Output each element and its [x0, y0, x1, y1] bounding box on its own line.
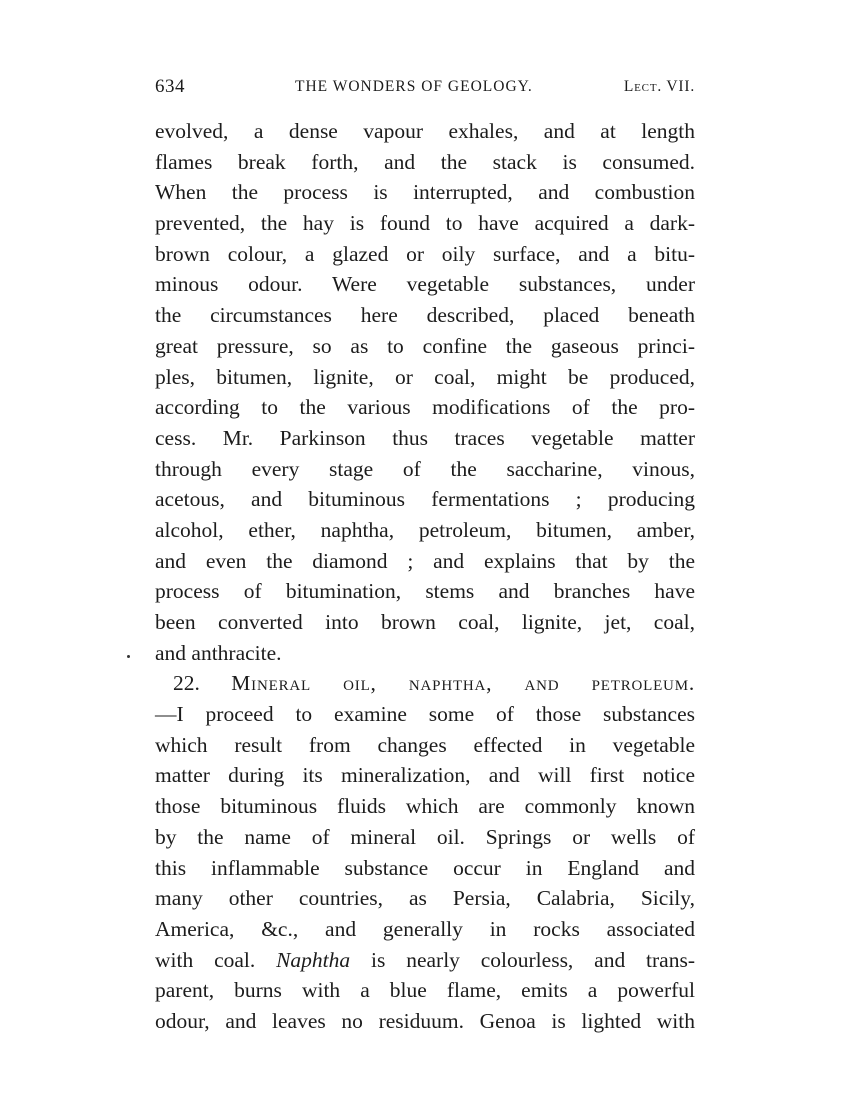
text-line: matter during its mineralization, and will first notice: [155, 763, 695, 788]
body-text: [155, 116, 695, 1037]
text-line: America, &c., and generally in rocks associated: [155, 916, 695, 941]
italic-term: Naphtha: [276, 947, 351, 972]
text-line: cess. Mr. Parkinson thus traces vegetable matter: [155, 425, 695, 450]
text-line: and even the diamond ; and explains that by the: [155, 548, 695, 573]
text-run: with coal.: [155, 947, 277, 972]
text-line: by the name of mineral oil. Springs or wells of: [155, 824, 695, 849]
text-line: many other countries, as Persia, Calabria, Sicily,: [155, 886, 695, 911]
text-line: When the process is interrupted, and combustion: [155, 180, 695, 205]
text-line: which result from changes effected in vegetable: [155, 732, 695, 757]
text-line: evolved, a dense vapour exhales, and at length: [155, 119, 695, 143]
text-line: [155, 945, 695, 976]
running-head: [155, 76, 695, 100]
text-line: brown colour, a glazed or oily surface, and a bitu-: [155, 241, 695, 266]
text-line: and anthracite.: [155, 640, 282, 665]
book-title: THE WONDERS OF GEOLOGY.: [295, 78, 533, 95]
text-line: this inflammable substance occur in England and: [155, 855, 695, 880]
section-number: 22.: [173, 671, 200, 696]
text-line: acetous, and bituminous fermentations ; producing: [155, 487, 695, 512]
stray-ink-mark: [127, 655, 130, 658]
text-line: prevented, the hay is found to have acquired a dark-: [155, 211, 695, 236]
text-line: the circumstances here described, placed beneath: [155, 303, 695, 328]
text-line: those bituminous fluids which are commonly known: [155, 794, 695, 819]
text-line: flames break forth, and the stack is consumed.: [155, 149, 695, 174]
text-line: process of bitumination, stems and branches have: [155, 579, 695, 604]
text-run: is nearly colourless, and trans-: [350, 947, 695, 972]
section-heading-line: [155, 668, 695, 699]
text-line: odour, and leaves no residuum. Genoa is lighted with: [155, 1008, 695, 1033]
text-line: according to the various modifications of the pro-: [155, 395, 695, 420]
text-line: through every stage of the saccharine, vinous,: [155, 456, 695, 481]
page-number: 634: [155, 76, 185, 97]
text-line: ples, bitumen, lignite, or coal, might be produced,: [155, 364, 695, 389]
lecture-number: [624, 78, 695, 96]
lecture-label: Lect. VII.: [623, 78, 695, 95]
text-line: —I proceed to examine some of those substances: [155, 702, 695, 727]
text-line: alcohol, ether, naphtha, petroleum, bitumen, amber,: [155, 517, 695, 542]
text-line: great pressure, so as to confine the gaseous princi-: [155, 333, 695, 358]
section-heading: Mineral oil, naphtha, and petroleum.: [231, 671, 696, 696]
text-line: parent, burns with a blue flame, emits a powerful: [155, 978, 695, 1003]
text-line: minous odour. Were vegetable substances, under: [155, 272, 695, 297]
text-line: been converted into brown coal, lignite, jet, coal,: [155, 610, 695, 634]
